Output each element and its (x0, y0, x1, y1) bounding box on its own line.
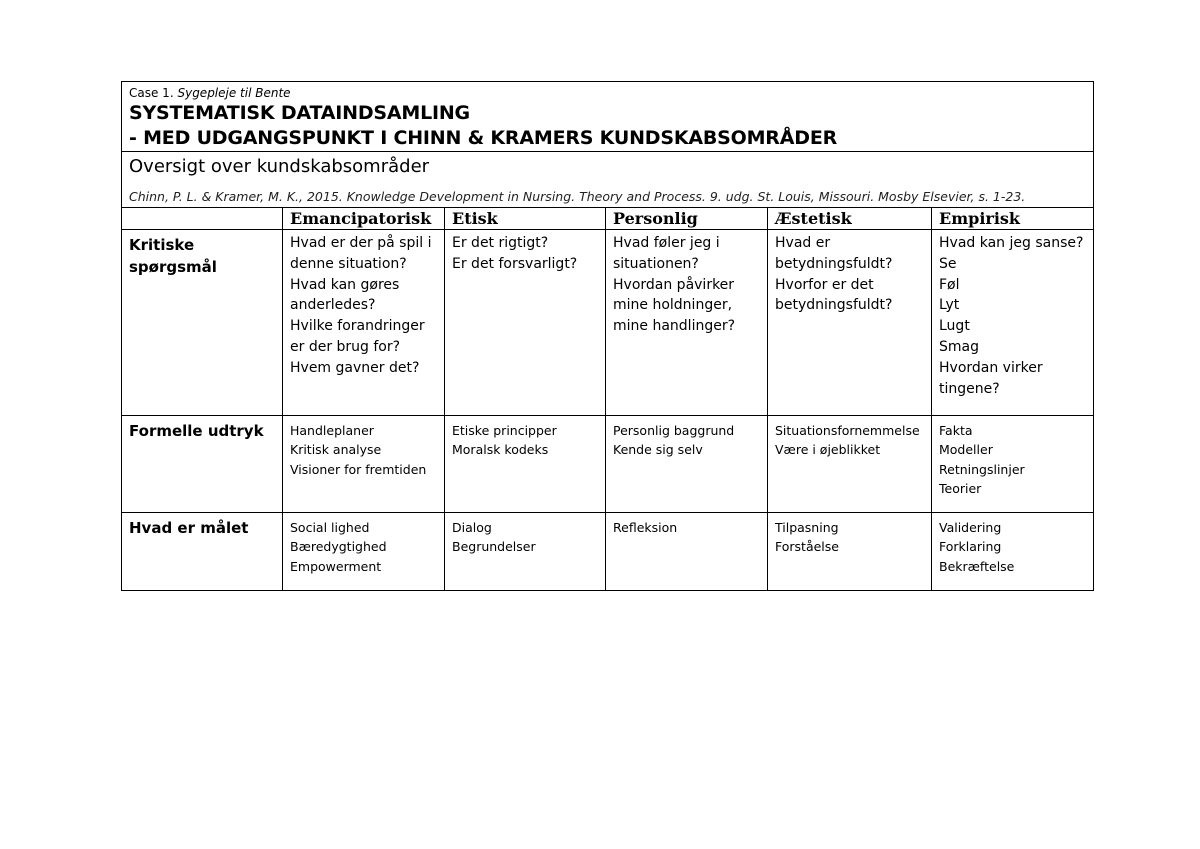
cell-line: Personlig baggrund (613, 423, 735, 438)
cell-line: Modeller (939, 442, 993, 458)
cell-line: Lyt (939, 297, 960, 314)
cell (768, 416, 932, 513)
cell-line: Hvem gavner det? (290, 359, 420, 376)
column-header-etisk: Etisk (445, 208, 606, 230)
document-title-line2: - MED UDGANGSPUNKT I CHINN & KRAMERS KUNDSKABSOMRÅDER (129, 127, 838, 149)
cell-line: Handleplaner (290, 423, 374, 438)
cell-line: Etiske principper (452, 423, 557, 438)
cell-line: Hvad føler jeg i (613, 235, 720, 251)
cell-line: Moralsk kodeks (452, 442, 549, 458)
cell-line: Tilpasning (775, 520, 839, 535)
cell-line: situationen? (613, 255, 699, 272)
table-row (122, 230, 1094, 416)
cell-line: Empowerment (290, 558, 382, 574)
case-label: Case 1. (129, 86, 174, 100)
cell-line: tingene? (939, 380, 1000, 397)
cell-line: Kritisk analyse (290, 442, 382, 458)
cell-line: Refleksion (613, 520, 678, 535)
overview-heading: Oversigt over kundskabsområder (129, 156, 430, 177)
cell-line: Føl (939, 276, 960, 293)
row-label-hvad-er-maalet: Hvad er målet (122, 513, 283, 591)
cell-line: mine handlinger? (613, 318, 736, 335)
cell-line: Hvordan virker (939, 359, 1043, 376)
overview-cell (122, 152, 1094, 208)
cell-line: Hvilke forandringer (290, 318, 425, 335)
cell-line: betydningsfuldt? (775, 255, 893, 272)
document-page (121, 81, 1093, 591)
cell-line: Forklaring (939, 539, 1002, 555)
cell-line: Smag (939, 338, 979, 355)
cell (283, 416, 445, 513)
cell-line: Social lighed (290, 520, 370, 535)
cell-line: Hvad kan jeg sanse? (939, 235, 1084, 251)
title-cell (122, 82, 1094, 152)
cell-line: Situationsfornemmelse (775, 423, 920, 438)
cell (445, 513, 606, 591)
table-row (122, 416, 1094, 513)
column-header-personlig: Personlig (606, 208, 768, 230)
cell-line: anderledes? (290, 297, 376, 314)
cell-line: Er det rigtigt? (452, 235, 549, 251)
cell (445, 416, 606, 513)
cell-line: er der brug for? (290, 338, 401, 355)
cell-line: Bæredygtighed (290, 539, 387, 555)
column-header-aestetisk: Æstetisk (768, 208, 932, 230)
row-label-kritiske-spoergsmaal: Kritiske spørgsmål (122, 230, 283, 416)
cell-line: Dialog (452, 520, 492, 535)
cell (283, 513, 445, 591)
cell (768, 230, 932, 416)
cell (932, 513, 1094, 591)
cell (606, 230, 768, 416)
cell-line: Hvorfor er det (775, 276, 874, 293)
column-header-row (122, 208, 1094, 230)
cell-line: Bekræftelse (939, 558, 1015, 574)
cell-line: Lugt (939, 318, 970, 335)
cell (283, 230, 445, 416)
column-header-empirisk: Empirisk (932, 208, 1094, 230)
cell-line: Se (939, 255, 957, 272)
cell-line: Hvordan påvirker (613, 276, 735, 293)
table-row (122, 513, 1094, 591)
cell-line: Er det forsvarligt? (452, 255, 578, 272)
cell-line: Fakta (939, 423, 973, 438)
corner-cell (122, 208, 283, 230)
cell-line: Hvad kan gøres (290, 276, 400, 293)
cell-line: Teorier (939, 481, 982, 497)
cell-line: mine holdninger, (613, 297, 733, 314)
cell (445, 230, 606, 416)
cell-line: Retningslinjer (939, 461, 1025, 477)
cell-line: Være i øjeblikket (775, 442, 881, 458)
reference-text: Chinn, P. L. & Kramer, M. K., 2015. Knowledge Development in Nursing. Theory and Process. 9. udg. St. Louis, Missouri. Mosby Elsevier, s. 1-23. (129, 189, 1026, 204)
knowledge-table (121, 81, 1094, 591)
cell-line: Begrundelser (452, 539, 536, 555)
case-line (129, 85, 1086, 101)
cell-line: Kende sig selv (613, 442, 703, 458)
cell (768, 513, 932, 591)
cell (932, 230, 1094, 416)
column-header-emancipatorisk: Emancipatorisk (283, 208, 445, 230)
cell-line: Hvad er (775, 235, 831, 251)
document-title-line1: SYSTEMATISK DATAINDSAMLING (129, 102, 470, 124)
case-title: Sygepleje til Bente (177, 86, 291, 100)
cell (932, 416, 1094, 513)
cell-line: betydningsfuldt? (775, 297, 893, 314)
cell (606, 513, 768, 591)
cell-line: Forståelse (775, 539, 839, 555)
cell-line: Visioner for fremtiden (290, 461, 427, 477)
cell-line: denne situation? (290, 255, 407, 272)
row-label-formelle-udtryk: Formelle udtryk (122, 416, 283, 513)
cell-line: Hvad er der på spil i (290, 235, 432, 251)
cell-line: Validering (939, 520, 1002, 535)
cell (606, 416, 768, 513)
